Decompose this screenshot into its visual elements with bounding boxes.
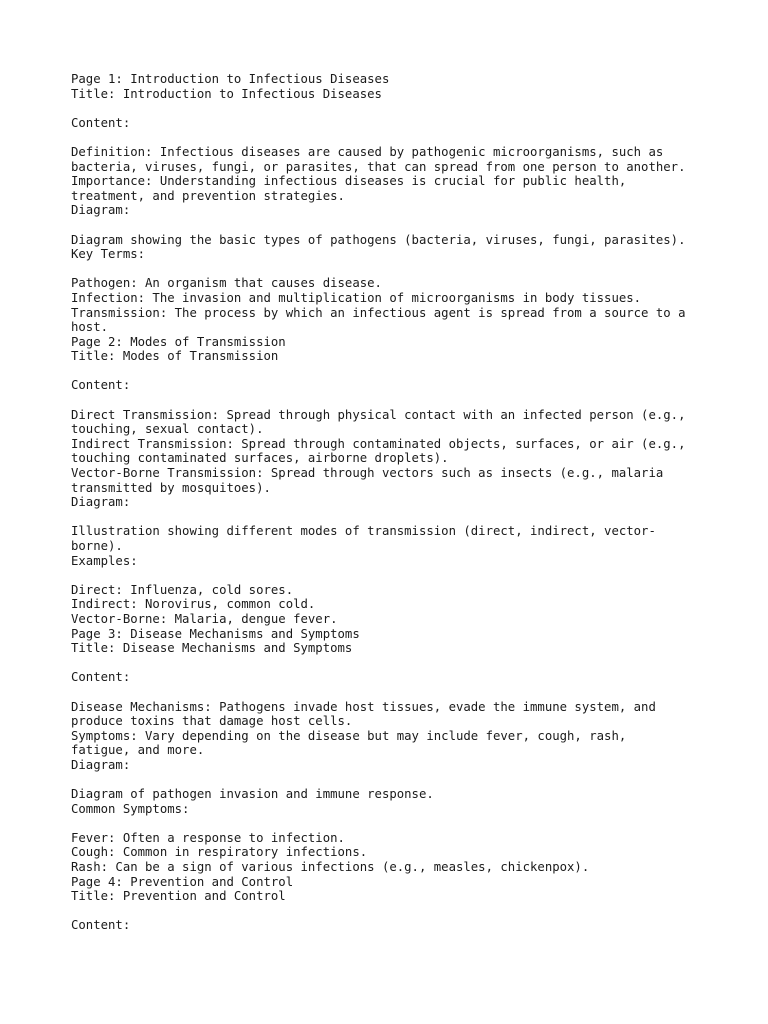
text-line: Definition: Infectious diseases are caused by pathogenic microorganisms, such as (71, 144, 664, 159)
blank-line (71, 218, 751, 233)
blank-line (71, 130, 751, 145)
text-line: produce toxins that damage host cells. (71, 714, 353, 729)
text-line: Diagram: (71, 495, 131, 510)
text-line: Direct Transmission: Spread through physical contact with an infected person (e.g., (71, 407, 686, 422)
text-line: Illustration showing different modes of transmission (direct, indirect, vector- (71, 524, 656, 539)
text-line: treatment, and prevention strategies. (71, 188, 345, 203)
text-line: Infection: The invasion and multiplication of microorganisms in body tissues. (71, 290, 642, 305)
text-line: Page 3: Disease Mechanisms and Symptoms (71, 626, 360, 641)
blank-line (71, 364, 751, 379)
blank-line (71, 904, 751, 919)
text-line: Rash: Can be a sign of various infections (e.g., measles, chickenpox). (71, 860, 590, 875)
text-line: Disease Mechanisms: Pathogens invade host tissues, evade the immune system, and (71, 699, 656, 714)
blank-line (71, 656, 751, 671)
text-line: Indirect: Norovirus, common cold. (71, 597, 316, 612)
text-line: Importance: Understanding infectious diseases is crucial for public health, (71, 174, 627, 189)
text-line: touching, sexual contact). (71, 422, 264, 437)
text-line: Diagram of pathogen invasion and immune response. (71, 787, 434, 802)
text-line: bacteria, viruses, fungi, or parasites, that can spread from one person to another. (71, 159, 686, 174)
blank-line (71, 816, 751, 831)
document-page (71, 72, 751, 933)
text-line: Direct: Influenza, cold sores. (71, 582, 294, 597)
text-line: Title: Modes of Transmission (71, 349, 279, 364)
blank-line (71, 773, 751, 788)
text-line: Vector-Borne Transmission: Spread through vectors such as insects (e.g., malaria (71, 466, 664, 481)
text-line: Page 2: Modes of Transmission (71, 334, 286, 349)
text-line: borne). (71, 539, 123, 553)
text-line: Cough: Common in respiratory infections. (71, 845, 368, 860)
text-line: Content: (71, 918, 131, 933)
text-line: host. (71, 320, 109, 335)
text-line: Title: Introduction to Infectious Diseases (71, 86, 382, 101)
text-line: Key Terms: (71, 247, 146, 262)
blank-line (71, 262, 751, 277)
text-line: Examples: (71, 553, 138, 568)
text-line: Vector-Borne: Malaria, dengue fever. (71, 611, 338, 626)
blank-line (71, 685, 751, 700)
text-line: Diagram: (71, 757, 131, 772)
text-line: Fever: Often a response to infection. (71, 830, 345, 845)
text-line: Diagram: (71, 203, 131, 218)
text-line: Symptoms: Vary depending on the disease but may include fever, cough, rash, (71, 728, 627, 743)
blank-line (71, 101, 751, 116)
text-line: Content: (71, 670, 131, 685)
blank-line (71, 510, 751, 525)
text-line: Pathogen: An organism that causes disease. (71, 276, 382, 291)
text-line: Title: Disease Mechanisms and Symptoms (71, 641, 353, 656)
text-line: Indirect Transmission: Spread through contaminated objects, surfaces, or air (e.g., (71, 436, 686, 451)
text-line: Content: (71, 378, 131, 393)
text-line: touching contaminated surfaces, airborne droplets). (71, 451, 449, 466)
text-line: Transmission: The process by which an infectious agent is spread from a source to a (71, 305, 686, 320)
text-line: Common Symptoms: (71, 801, 190, 816)
text-line: Page 4: Prevention and Control (71, 874, 294, 889)
text-line: Page 1: Introduction to Infectious Diseases (71, 72, 390, 86)
blank-line (71, 568, 751, 583)
text-line: transmitted by mosquitoes). (71, 480, 271, 495)
text-line: Title: Prevention and Control (71, 889, 286, 904)
text-line: Diagram showing the basic types of pathogens (bacteria, viruses, fungi, parasites). (71, 232, 686, 247)
text-line: fatigue, and more. (71, 743, 205, 758)
blank-line (71, 393, 751, 408)
text-line: Content: (71, 115, 131, 130)
